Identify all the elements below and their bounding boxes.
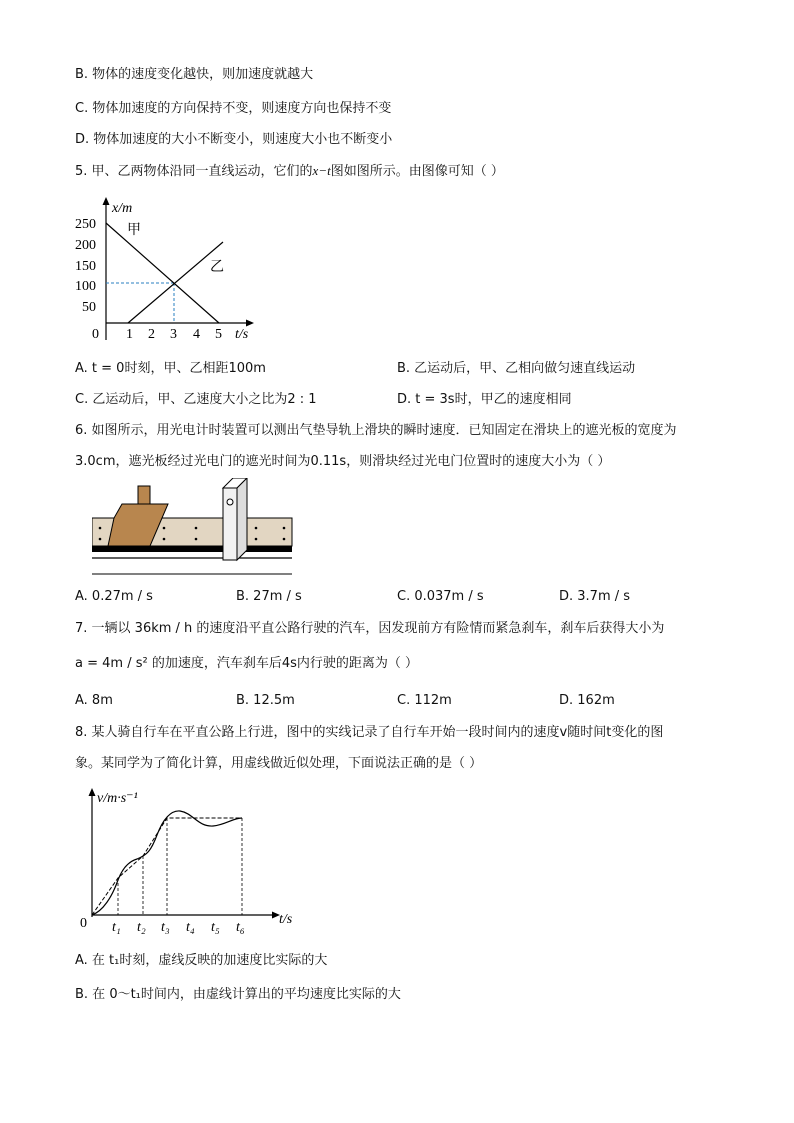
q5-y-arrow [103,197,110,205]
q5-xtick-3: 3 [170,327,177,342]
q6-option-d: D. 3.7m / s [559,589,631,604]
q5-option-b: B. 乙运动后，甲、乙相向做匀速直线运动 [397,361,636,376]
q8-xtick-t3: t₃ [161,920,170,935]
q7-option-b: B. 12.5m [236,693,295,708]
q5-option-a: A. t = 0时刻，甲、乙相距100m [75,361,266,376]
q5-stem [75,162,504,181]
q8-x-ticks [112,920,245,935]
q8-option-b: B. 在 0～t₁时间内，由虚线计算出的平均速度比实际的大 [75,987,401,1002]
q4-option-b: B. 物体的速度变化越快，则加速度就越大 [75,67,314,82]
q6-option-b: B. 27m / s [236,589,302,604]
q5-label-yi: 乙 [210,260,224,275]
q7-option-c: C. 112m [397,693,452,708]
q5-xtick-2: 2 [148,327,155,342]
q5-y-ticks [75,217,96,315]
q8-xtick-t1: t₁ [112,920,121,935]
q5-x-ticks [126,327,222,342]
q8-vt-graph [75,785,305,935]
q7-option-a: A. 8m [75,693,113,708]
light-shield-plate [138,486,150,504]
q5-ytick-50: 50 [82,300,96,315]
q8-xtick-t2: t₂ [137,920,146,935]
q5-stem-part-b: 图如图所示。由图像可知（ ） [330,164,504,179]
q5-xt-graph [70,195,270,350]
q8-x-label: t/s [279,912,293,927]
q4-option-d: D. 物体加速度的大小不断变小，则速度大小也不断变小 [75,132,393,147]
q6-stem-line2: 3.0cm，遮光板经过光电门的遮光时间为0.11s，则滑块经过光电门位置时的速度大小为（ ） [75,454,611,469]
q8-option-a: A. 在 t₁时刻，虚线反映的加速度比实际的大 [75,953,328,968]
q5-origin: 0 [92,327,99,342]
q6-air-track-figure [92,478,294,582]
q5-stem-variable: x−t [312,163,331,178]
q8-y-arrow [89,788,96,796]
q4-option-c: C. 物体加速度的方向保持不变，则速度方向也保持不变 [75,101,392,116]
q7-option-d: D. 162m [559,693,615,708]
q5-y-label: x/m [112,201,133,216]
q8-stem-line1: 8. 某人骑自行车在平直公路上行进，图中的实线记录了自行车开始一段时间内的速度v随时间t变化的图 [75,725,664,740]
q7-stem-line1: 7. 一辆以 36km / h 的速度沿平直公路行驶的汽车，因发现前方有险情而紧急刹车，刹车后获得大小为 [75,621,665,636]
q5-dashed-guide [106,283,174,323]
q5-label-jia: 甲 [127,223,141,238]
q5-option-d: D. t = 3s时，甲乙的速度相同 [397,392,572,407]
q5-ytick-200: 200 [75,238,96,253]
q5-option-c: C. 乙运动后，甲、乙速度大小之比为2 : 1 [75,392,317,407]
q8-y-label: v/m·s⁻¹ [97,791,138,806]
q5-ytick-250: 250 [75,217,96,232]
q5-ytick-150: 150 [75,259,96,274]
q7-stem-line2: a = 4m / s² 的加速度，汽车刹车后4s内行驶的距离为（ ） [75,656,418,671]
photogate-sensor [227,499,233,505]
q8-xtick-t5: t₅ [211,920,220,935]
q5-xtick-1: 1 [126,327,133,342]
q6-stem-line1: 6. 如图所示，用光电计时装置可以测出气垫导轨上滑块的瞬时速度．已知固定在滑块上的遮光板的宽度为 [75,423,677,438]
q6-option-c: C. 0.037m / s [397,589,484,604]
q6-option-a: A. 0.27m / s [75,589,153,604]
q5-x-arrow [246,320,254,327]
q8-origin: 0 [80,916,87,931]
track-rail [92,546,292,552]
q5-x-label: t/s [235,327,249,342]
q8-xtick-t4: t₄ [186,920,195,935]
q5-line-jia [106,223,219,323]
q5-ytick-100: 100 [75,279,96,294]
q5-xtick-5: 5 [215,327,222,342]
q5-stem-part-a: 5. 甲、乙两物体沿同一直线运动，它们的 [75,164,313,179]
q5-xtick-4: 4 [193,327,200,342]
q8-drop-lines [118,818,242,915]
q8-xtick-t6: t₆ [236,920,245,935]
q8-stem-line2: 象。某同学为了简化计算，用虚线做近似处理，下面说法正确的是（ ） [75,756,483,771]
